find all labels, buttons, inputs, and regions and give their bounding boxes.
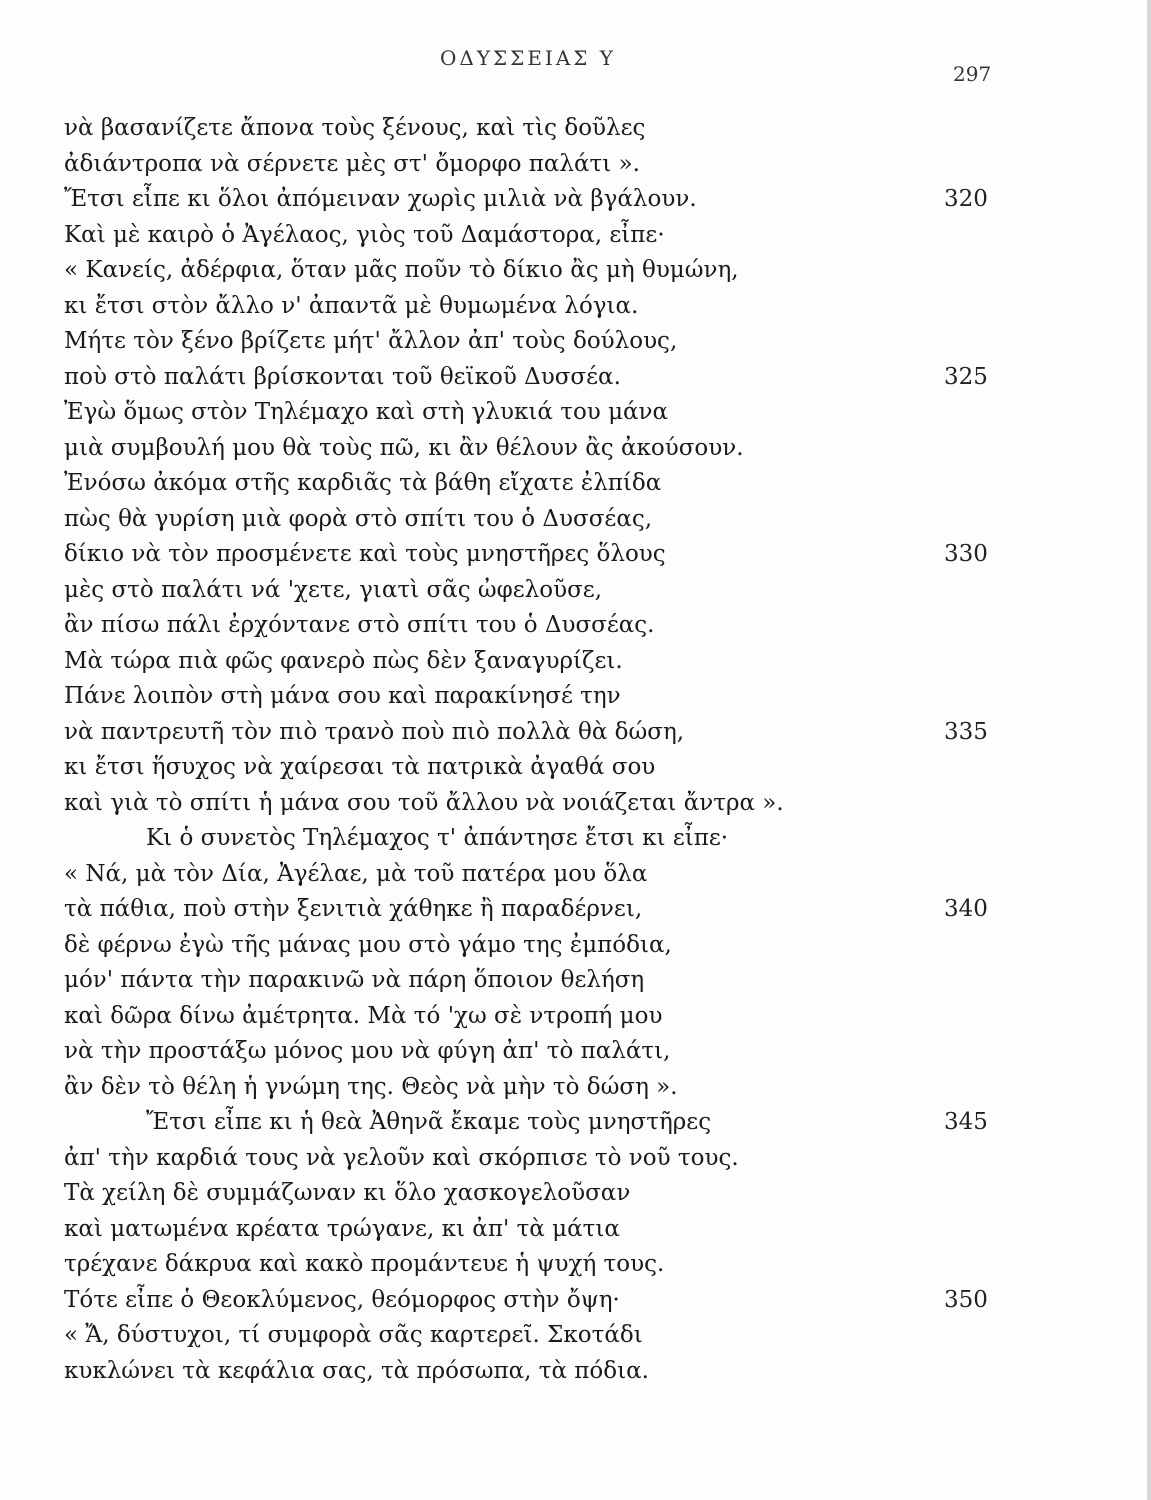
- verse-line: [0, 147, 1151, 183]
- verse-text: ἀδιάντροπα νὰ σέρνετε μὲς στ' ὄμορφο παλάτι ».: [64, 150, 640, 177]
- verse-line: [0, 786, 1151, 822]
- verse-text: μόν' πάντα τὴν παρακινῶ νὰ πάρη ὅποιον θελήση: [64, 967, 645, 993]
- verse-text: Ἐγὼ ὅμως στὸν Τηλέμαχο καὶ στὴ γλυκιά του μάνα: [64, 399, 669, 425]
- verse-line: [0, 253, 1151, 289]
- verse-line: [0, 1318, 1151, 1354]
- verse-line: [0, 1247, 1151, 1283]
- verse-text: πὼς θὰ γυρίση μιὰ φορὰ στὸ σπίτι του ὁ Δυσσέας,: [64, 505, 653, 532]
- verse-line: [0, 750, 1151, 786]
- verse-text: κι ἔτσι ἥσυχος νὰ χαίρεσαι τὰ πατρικὰ ἀγαθά σου: [64, 754, 656, 780]
- verse-text: Τὰ χείλη δὲ συμμάζωναν κι ὅλο χασκογελοῦσαν: [64, 1180, 631, 1206]
- verse-line: [0, 892, 1151, 928]
- verse-text: Τότε εἶπε ὁ Θεοκλύμενος, θεόμορφος στὴν ὄψη·: [64, 1286, 620, 1313]
- verse-text: Μὰ τώρα πιὰ φῶς φανερὸ πὼς δὲν ξαναγυρίζει.: [64, 647, 623, 674]
- line-number: 325: [944, 363, 988, 390]
- line-number: 330: [944, 541, 988, 567]
- verse-line: [0, 1141, 1151, 1177]
- verse-text: δίκιο νὰ τὸν προσμένετε καὶ τοὺς μνηστῆρες ὅλους: [64, 541, 666, 567]
- verse-line: [0, 537, 1151, 573]
- verse-text: « Νά, μὰ τὸν Δία, Ἀγέλαε, μὰ τοῦ πατέρα μου ὅλα: [64, 860, 648, 887]
- verse-line: [0, 679, 1151, 715]
- verse-text: καὶ δῶρα δίνω ἀμέτρητα. Μὰ τό 'χω σὲ ντροπή μου: [64, 1002, 663, 1029]
- verse-text: Μήτε τὸν ξένο βρίζετε μήτ' ἄλλον ἀπ' τοὺς δούλους,: [64, 328, 678, 354]
- verse-line: [0, 182, 1151, 218]
- verse-text: μὲς στὸ παλάτι νά 'χετε, γιατὶ σᾶς ὠφελοῦσε,: [64, 576, 603, 603]
- verse-text: δὲ φέρνω ἐγὼ τῆς μάνας μου στὸ γάμο της ἐμπόδια,: [64, 931, 672, 958]
- verse-text: ἂν πίσω πάλι ἐρχόντανε στὸ σπίτι του ὁ Δυσσέας.: [64, 612, 655, 638]
- verse-line: [0, 431, 1151, 467]
- verse-text: Καὶ μὲ καιρὸ ὁ Ἀγέλαος, γιὸς τοῦ Δαμάστορα, εἶπε·: [64, 221, 665, 248]
- verse-text: νὰ παντρευτῆ τὸν πιὸ τρανὸ ποὺ πιὸ πολλὰ θὰ δώση,: [64, 718, 685, 745]
- verse-text: ἂν δὲν τὸ θέλη ἡ γνώμη της. Θεὸς νὰ μὴν τὸ δώση ».: [64, 1073, 678, 1100]
- verse-line: [0, 999, 1151, 1035]
- verse-line: [0, 1176, 1151, 1212]
- verse-text: Ἐνόσω ἀκόμα στῆς καρδιᾶς τὰ βάθη εἴχατε ἐλπίδα: [64, 470, 662, 496]
- line-number: 350: [944, 1286, 988, 1313]
- poem-body: [0, 111, 1151, 1389]
- verse-line: [0, 1212, 1151, 1248]
- verse-text: κυκλώνει τὰ κεφάλια σας, τὰ πρόσωπα, τὰ πόδια.: [64, 1357, 649, 1384]
- verse-text: καὶ ματωμένα κρέατα τρώγανε, κι ἀπ' τὰ μάτια: [64, 1215, 620, 1242]
- line-number: 335: [944, 718, 988, 745]
- line-number: 345: [944, 1109, 988, 1135]
- verse-text: νὰ βασανίζετε ἄπονα τοὺς ξένους, καὶ τὶς δοῦλες: [64, 115, 646, 141]
- verse-line: [0, 1354, 1151, 1390]
- verse-line: [0, 324, 1151, 360]
- verse-text: Ἔτσι εἶπε κι ἡ θεὰ Ἀθηνᾶ ἔκαμε τοὺς μνηστῆρες: [146, 1109, 712, 1135]
- verse-line: [0, 608, 1151, 644]
- verse-text: Ἔτσι εἶπε κι ὅλοι ἀπόμειναν χωρὶς μιλιὰ νὰ βγάλουν.: [64, 186, 697, 212]
- verse-text: τρέχανε δάκρυα καὶ κακὸ προμάντευε ἡ ψυχή τους.: [64, 1251, 665, 1277]
- verse-line: [0, 1070, 1151, 1106]
- verse-text: μιὰ συμβουλή μου θὰ τοὺς πῶ, κι ἂν θέλουν ἂς ἀκούσουν.: [64, 434, 744, 461]
- verse-line: [0, 573, 1151, 609]
- verse-line: [0, 644, 1151, 680]
- verse-line: [0, 502, 1151, 538]
- verse-line: [0, 395, 1151, 431]
- verse-text: καὶ γιὰ τὸ σπίτι ἡ μάνα σου τοῦ ἄλλου νὰ νοιάζεται ἄντρα ».: [64, 789, 784, 816]
- running-head: ΟΔΥΣΣΕΙΑΣ Υ: [440, 46, 616, 70]
- verse-line: [0, 857, 1151, 893]
- line-number: 320: [944, 186, 988, 212]
- page-number: 297: [953, 62, 992, 86]
- verse-line: [0, 289, 1151, 325]
- verse-line: [0, 218, 1151, 254]
- verse-line: [0, 1283, 1151, 1319]
- verse-line: [0, 963, 1151, 999]
- verse-text: τὰ πάθια, ποὺ στὴν ξενιτιὰ χάθηκε ἢ παραδέρνει,: [64, 896, 643, 922]
- verse-text: κι ἔτσι στὸν ἄλλο ν' ἀπαντᾶ μὲ θυμωμένα λόγια.: [64, 292, 639, 319]
- verse-text: νὰ τὴν προστάξω μόνος μου νὰ φύγη ἀπ' τὸ παλάτι,: [64, 1038, 671, 1064]
- verse-line: [0, 928, 1151, 964]
- verse-text: Πάνε λοιπὸν στὴ μάνα σου καὶ παρακίνησέ την: [64, 683, 621, 709]
- verse-text: ποὺ στὸ παλάτι βρίσκονται τοῦ θεϊκοῦ Δυσσέα.: [64, 363, 621, 390]
- verse-text: « Ἄ, δύστυχοι, τί συμφορὰ σᾶς καρτερεῖ. Σκοτάδι: [64, 1322, 643, 1348]
- verse-line: [0, 1105, 1151, 1141]
- verse-line: [0, 360, 1151, 396]
- verse-line: [0, 466, 1151, 502]
- verse-text: ἀπ' τὴν καρδιά τους νὰ γελοῦν καὶ σκόρπισε τὸ νοῦ τους.: [64, 1144, 739, 1171]
- verse-line: [0, 1034, 1151, 1070]
- line-number: 340: [944, 896, 988, 922]
- verse-line: [0, 821, 1151, 857]
- verse-line: [0, 111, 1151, 147]
- verse-text: « Κανείς, ἀδέρφια, ὅταν μᾶς ποῦν τὸ δίκιο ἂς μὴ θυμώνη,: [64, 257, 739, 283]
- verse-text: Κι ὁ συνετὸς Τηλέμαχος τ' ἀπάντησε ἔτσι κι εἶπε·: [146, 825, 729, 851]
- verse-line: [0, 715, 1151, 751]
